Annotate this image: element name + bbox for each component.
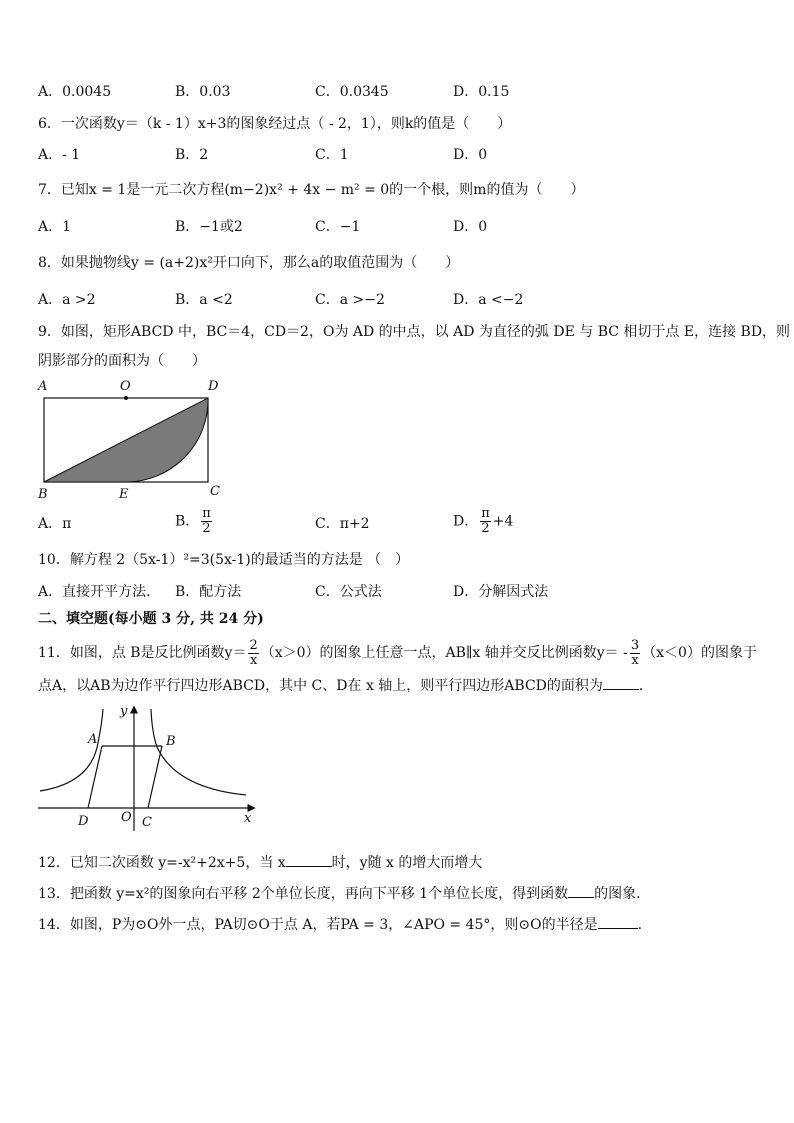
q9-option-a: A．π — [38, 516, 72, 532]
q11-stem-line2: 点A，以AB为边作平行四边形ABCD，其中 C、D在 x 轴上，则平行四边形ABCD的面积为 ． — [38, 675, 764, 696]
label-a: A — [38, 379, 48, 394]
q10-stem: 10．解方程 2（5x-1）²=3(5x-1)的最适当的方法是 （ ） — [38, 552, 410, 568]
label-e: E — [119, 487, 129, 501]
q8-option-c: C．a >−2 — [315, 292, 385, 308]
shaded-region — [44, 398, 208, 482]
q8-option-d: D．a <−2 — [453, 292, 524, 308]
q8-option-b: B．a <2 — [175, 292, 233, 308]
q14-answer-blank — [598, 914, 638, 929]
right-branch-curve — [151, 709, 246, 795]
q5-options — [38, 82, 758, 102]
q6-options — [38, 145, 758, 165]
q11-hyperbola-figure — [36, 703, 266, 835]
q9-options — [38, 506, 758, 543]
q5-option-d: D．0.15 — [453, 84, 510, 100]
point-o — [124, 396, 128, 400]
section-title-fill-in: 二、填空题(每小题 3 分, 共 24 分) — [38, 611, 264, 627]
label-b: B — [38, 487, 48, 501]
q7-option-a: A．1 — [38, 219, 72, 235]
q10-option-c: C．公式法 — [315, 584, 382, 600]
q11-stem-line1: 11．如图，点 B是反比例函数y＝ $\frac{2}{x}$ （x＞0）的图象上任意一点，AB∥x 轴并交反比例函数y＝ - $\frac{3}{x}$ （x＜0）的图象于 — [38, 637, 757, 668]
q12-stem: 12．已知二次函数 y=-x²+2x+5，当 x 时，y随 x 的增大而增大 — [38, 852, 764, 873]
q5-option-c: C．0.0345 — [315, 84, 389, 100]
left-branch-curve — [40, 709, 103, 791]
q7-option-d: D．0 — [453, 219, 488, 235]
q5-option-a: A．0.0045 — [38, 84, 112, 100]
q10-options — [38, 582, 758, 602]
q12-answer-blank — [286, 852, 332, 867]
segment-bc — [148, 746, 162, 808]
q9-option-b: B． $\frac{\pi}{2}$ — [175, 506, 211, 536]
q6-option-c: C．1 — [315, 147, 349, 163]
q6-option-a: A．- 1 — [38, 147, 81, 163]
q7-options — [38, 217, 758, 237]
label-b: B — [166, 734, 176, 749]
q10-option-a: A．直接开平方法． — [38, 584, 161, 600]
q8-options — [38, 290, 758, 310]
q13-stem: 13．把函数 y=x²的图象向右平移 2个单位长度，再向下平移 1个单位长度，得到函数 的图象． — [38, 883, 764, 904]
label-c: C — [142, 815, 152, 830]
q9-stem-line2: 阴影部分的面积为（ ） — [38, 353, 206, 369]
label-o: O — [121, 810, 132, 825]
label-o: O — [120, 379, 131, 394]
q10-option-d: D．分解因式法 — [453, 584, 549, 600]
label-c: C — [210, 484, 220, 499]
q10-option-b: B．配方法 — [175, 584, 242, 600]
q6-stem: 6．一次函数y＝（k - 1）x+3的图象经过点（ - 2，1），则k的值是（ ） — [38, 116, 512, 132]
q6-option-b: B．2 — [175, 147, 209, 163]
label-y: y — [120, 704, 128, 719]
q9-rectangle-figure — [34, 376, 254, 501]
q9-stem-line1: 9．如图，矩形ABCD 中，BC＝4，CD＝2，O为 AD 的中点，以 AD 为直径的弧 DE 与 BC 相切于点 E，连接 BD，则 — [38, 324, 791, 340]
q6-option-d: D．0 — [453, 147, 488, 163]
q7-option-b: B．−1或2 — [175, 219, 243, 235]
q13-answer-blank — [568, 883, 594, 898]
label-d: D — [78, 814, 89, 829]
q8-option-a: A．a >2 — [38, 292, 96, 308]
q7-option-c: C．−1 — [315, 219, 361, 235]
q11-answer-blank — [603, 675, 639, 690]
q9-option-c: C．π+2 — [315, 516, 370, 532]
q9-option-d: D． $\frac{\pi}{2}$ +4 — [453, 506, 514, 536]
q14-stem: 14．如图，P为⊙O外一点，PA切⊙O于点 A，若PA = 3，∠APO = 45°，则⊙O的半径是 . — [38, 914, 764, 935]
q7-stem: 7．已知x = 1是一元二次方程(m−2)x² + 4x − m² = 0的一个根，则m的值为（ ） — [38, 182, 585, 198]
label-x: x — [244, 811, 252, 826]
label-d: D — [208, 379, 219, 394]
label-a: A — [88, 732, 98, 747]
q5-option-b: B．0.03 — [175, 84, 231, 100]
q8-stem: 8．如果抛物线y = (a+2)x²开口向下，那么a的取值范围为（ ） — [38, 255, 460, 271]
